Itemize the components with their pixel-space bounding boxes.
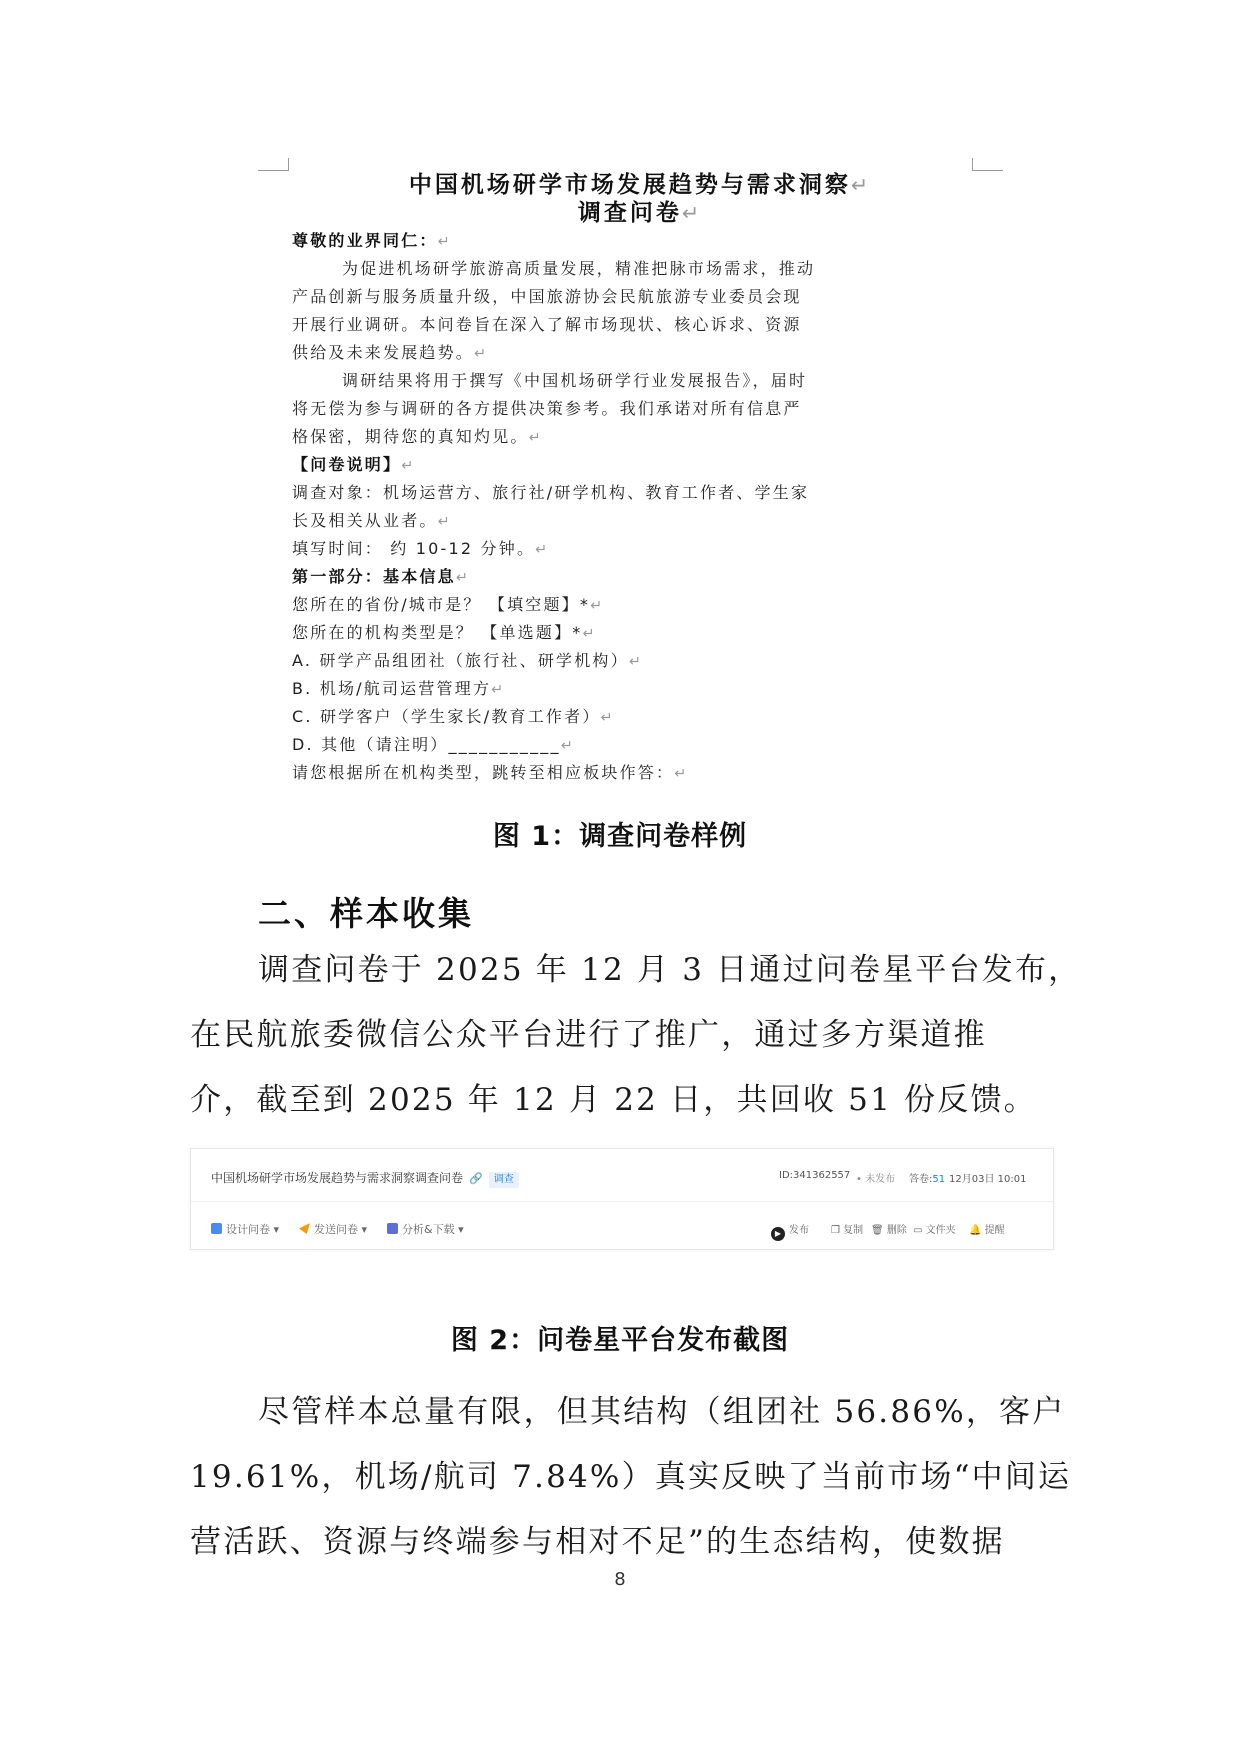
- paragraph2-line: 营活跃、资源与终端参与相对不足”的生态结构，使数据: [190, 1524, 1005, 1560]
- wjx-screenshot: [190, 1148, 1054, 1250]
- folder-icon: ▭: [913, 1225, 926, 1236]
- figure2-caption: 图 2：问卷星平台发布截图: [450, 1325, 790, 1356]
- link-icon[interactable]: 🔗: [469, 1172, 483, 1185]
- question-1: 您所在的省份/城市是？ 【填空题】*↵: [292, 595, 605, 614]
- paragraph2-line: 尽管样本总量有限，但其结构（组团社 56.86%，客户: [258, 1394, 1066, 1430]
- publish-button[interactable]: ▶ 发布: [771, 1221, 809, 1241]
- folder-button[interactable]: ▭ 文件夹: [913, 1225, 956, 1236]
- intro-line: 开展行业调研。本问卷旨在深入了解市场现状、核心诉求、资源: [292, 315, 802, 334]
- answer-count: 答卷:51: [909, 1174, 946, 1185]
- copy-button[interactable]: ❐ 复制: [831, 1225, 864, 1236]
- copy-icon: ❐: [831, 1225, 844, 1236]
- analysis-download-menu[interactable]: 分析&下载 ▾: [387, 1221, 464, 1237]
- play-icon: ▶: [771, 1227, 785, 1241]
- survey-tag: 调查: [489, 1172, 519, 1188]
- question-2: 您所在的机构类型是？ 【单选题】*↵: [292, 623, 597, 642]
- time-line: 填写时间： 约 10-12 分钟。↵: [292, 539, 550, 558]
- paragraph1-line: 在民航旅委微信公众平台进行了推广，通过多方渠道推: [190, 1017, 987, 1053]
- survey-title[interactable]: 中国机场研学市场发展趋势与需求洞察调查问卷 🔗 调查: [211, 1169, 519, 1188]
- figure1-caption: 图 1：调查问卷样例: [492, 821, 748, 852]
- created-datetime: 12月03日 10:01: [949, 1174, 1027, 1185]
- note-heading: 【问卷说明】↵: [292, 455, 416, 474]
- remind-button[interactable]: 🔔 提醒: [969, 1225, 1005, 1236]
- send-survey-menu[interactable]: 发送问卷 ▾: [299, 1221, 367, 1237]
- divider: [191, 1201, 1053, 1202]
- section-heading: 二、样本收集: [258, 894, 474, 933]
- questionnaire-title-line2: 调查问卷↵: [577, 200, 703, 226]
- option-a: A. 研学产品组团社（旅行社、研学机构）↵: [292, 651, 644, 670]
- target-line: 长及相关从业者。↵: [292, 511, 452, 530]
- paragraph2-line: 19.61%，机场/航司 7.84%）真实反映了当前市场“中间运: [190, 1459, 1072, 1495]
- jump-line: 请您根据所在机构类型，跳转至相应板块作答：↵: [292, 763, 689, 782]
- intro-line: 格保密，期待您的真知灼见。↵: [292, 427, 543, 446]
- option-b: B. 机场/航司运营管理方↵: [292, 679, 506, 698]
- bell-icon: 🔔: [969, 1225, 985, 1236]
- option-d: D. 其他（请注明）___________↵: [292, 735, 575, 754]
- delete-button[interactable]: 🗑 删除: [871, 1225, 907, 1236]
- chart-icon: [387, 1223, 398, 1234]
- design-icon: [211, 1223, 222, 1234]
- part1-heading: 第一部分：基本信息↵: [292, 567, 471, 586]
- target-line: 调查对象：机场运营方、旅行社/研学机构、教育工作者、学生家: [292, 483, 810, 502]
- intro-line: 供给及未来发展趋势。↵: [292, 343, 489, 362]
- page-number: 8: [614, 1569, 626, 1590]
- trash-icon: 🗑: [871, 1225, 887, 1236]
- paper-plane-icon: [299, 1223, 310, 1234]
- paragraph1-line: 调查问卷于 2025 年 12 月 3 日通过问卷星平台发布，: [258, 952, 1082, 988]
- design-survey-menu[interactable]: 设计问卷 ▾: [211, 1221, 279, 1237]
- intro-line: 产品创新与服务质量升级，中国旅游协会民航旅游专业委员会现: [292, 287, 802, 306]
- questionnaire-title-line1: 中国机场研学市场发展趋势与需求洞察↵: [408, 172, 872, 198]
- paragraph1-line: 介，截至到 2025 年 12 月 22 日，共回收 51 份反馈。: [190, 1082, 1037, 1118]
- publish-status: • 未发布: [856, 1174, 896, 1185]
- survey-id: ID:341362557: [779, 1170, 851, 1181]
- intro-line: 将无偿为参与调研的各方提供决策参考。我们承诺对所有信息严: [292, 399, 802, 418]
- intro-line: 调研结果将用于撰写《中国机场研学行业发展报告》，届时: [342, 371, 808, 390]
- intro-line: 为促进机场研学旅游高质量发展，精准把脉市场需求，推动: [342, 259, 816, 278]
- option-c: C. 研学客户（学生家长/教育工作者）↵: [292, 707, 615, 726]
- greeting: 尊敬的业界同仁：↵: [292, 231, 452, 250]
